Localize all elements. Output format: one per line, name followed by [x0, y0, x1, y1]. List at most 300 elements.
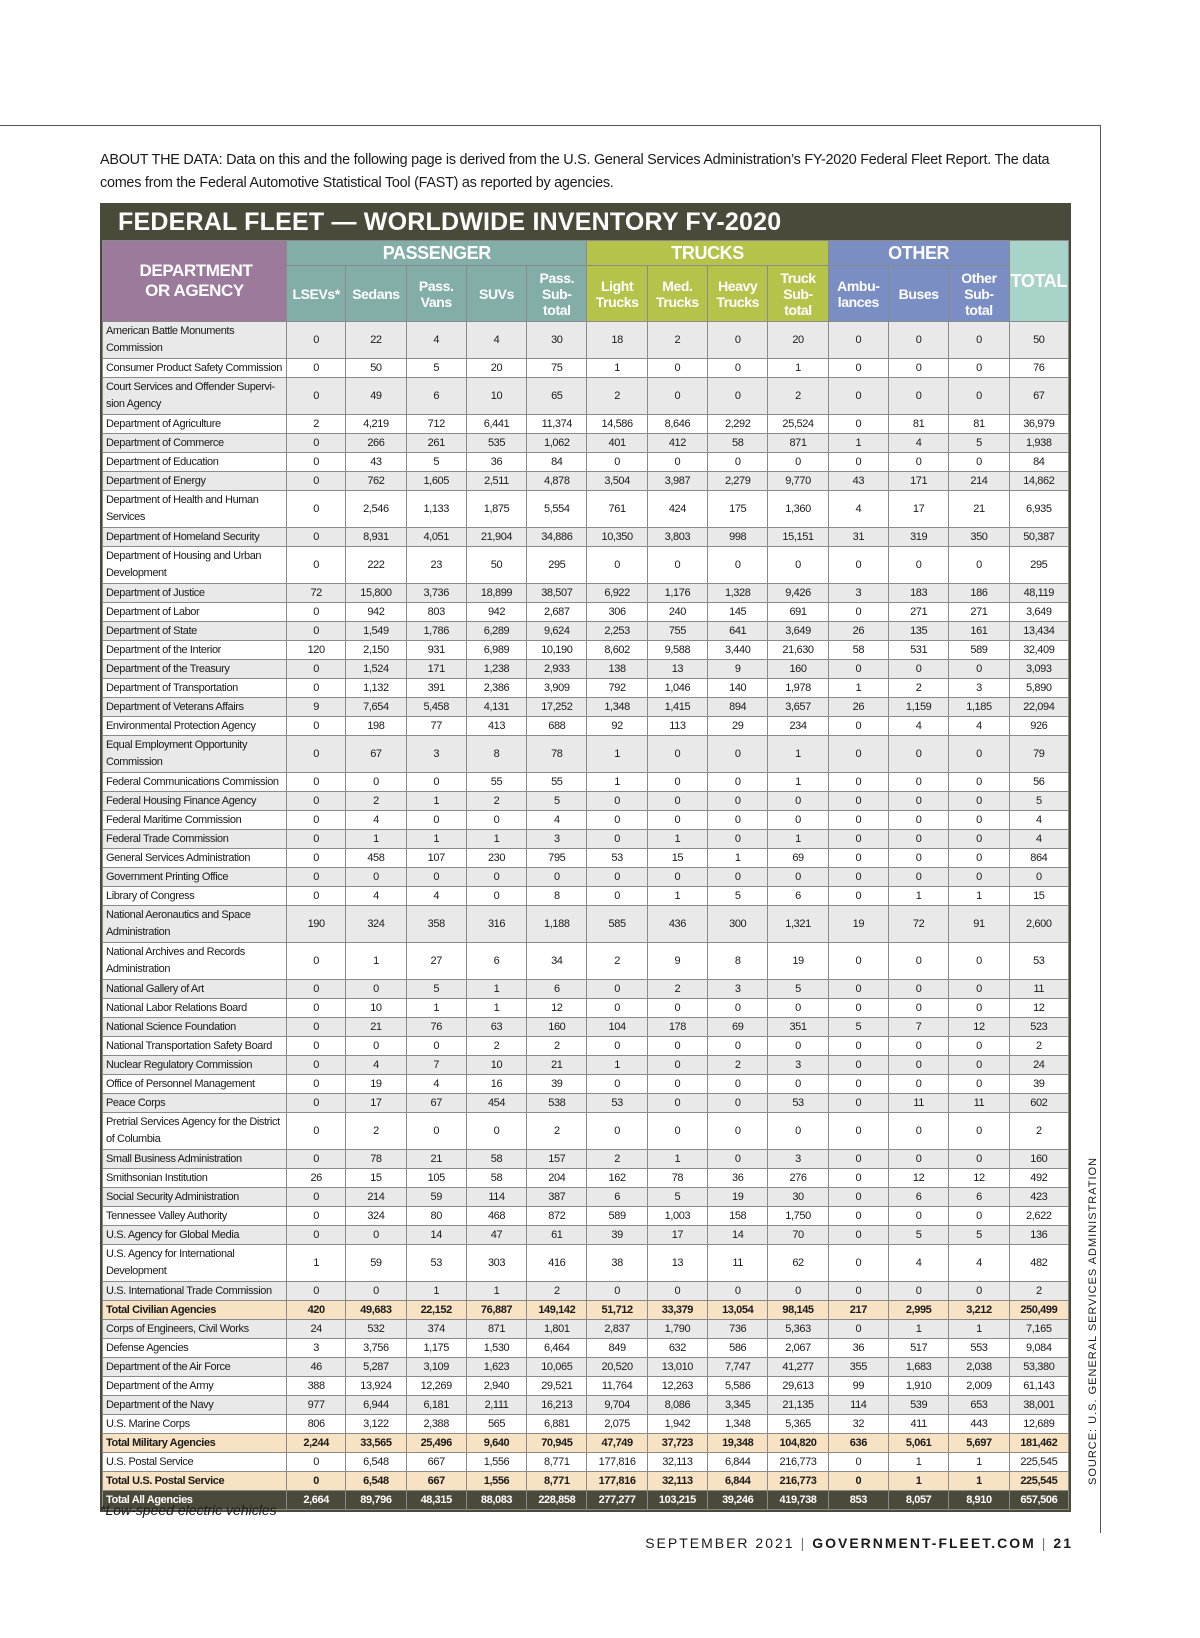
value-cell: 32,409	[1009, 641, 1068, 660]
value-cell: 0	[406, 773, 466, 792]
value-cell: 7,747	[708, 1358, 768, 1377]
value-cell: 0	[828, 1472, 888, 1491]
value-cell: 8,057	[889, 1491, 949, 1510]
value-cell: 84	[1009, 453, 1068, 472]
agency-name-cell: Office of Personnel Management	[103, 1075, 287, 1094]
value-cell: 5,586	[708, 1377, 768, 1396]
value-cell: 1,605	[406, 472, 466, 491]
value-cell: 26	[287, 1169, 346, 1188]
value-cell: 0	[466, 887, 526, 906]
value-cell: 6,944	[346, 1396, 406, 1415]
value-cell: 5,890	[1009, 679, 1068, 698]
value-cell: 2,546	[346, 491, 406, 528]
value-cell: 186	[949, 584, 1009, 603]
value-cell: 0	[647, 1282, 707, 1301]
value-cell: 3,657	[768, 698, 828, 717]
value-cell: 1	[949, 887, 1009, 906]
value-cell: 9,084	[1009, 1339, 1068, 1358]
header-group-passenger: PASSENGER	[287, 241, 587, 266]
value-cell: 4	[406, 322, 466, 359]
value-cell: 0	[287, 868, 346, 887]
agency-name-cell: National Gallery of Art	[103, 980, 287, 999]
header-col-label: Light Trucks	[595, 277, 639, 310]
value-cell: 277,277	[587, 1491, 647, 1510]
header-col-label: Med. Trucks	[656, 277, 699, 310]
value-cell: 1,683	[889, 1358, 949, 1377]
value-cell: 4	[949, 1245, 1009, 1282]
agency-name-cell: National Aeronautics and Space Administration	[103, 906, 287, 943]
value-cell: 0	[949, 1113, 1009, 1150]
value-cell: 636	[828, 1434, 888, 1453]
value-cell: 3,345	[708, 1396, 768, 1415]
table-row	[103, 1453, 1069, 1472]
value-cell: 21,630	[768, 641, 828, 660]
value-cell: 641	[708, 622, 768, 641]
value-cell: 3,736	[406, 584, 466, 603]
page-footer	[0, 1535, 1073, 1551]
value-cell: 12	[949, 1169, 1009, 1188]
value-cell: 0	[768, 1282, 828, 1301]
value-cell: 4	[406, 1075, 466, 1094]
value-cell: 0	[949, 1282, 1009, 1301]
value-cell: 0	[708, 547, 768, 584]
value-cell: 565	[466, 1415, 526, 1434]
value-cell: 58	[828, 641, 888, 660]
value-cell: 0	[287, 622, 346, 641]
agency-name-cell: Nuclear Regulatory Commission	[103, 1056, 287, 1075]
value-cell: 228,858	[527, 1491, 587, 1510]
value-cell: 12	[527, 999, 587, 1018]
value-cell: 586	[708, 1339, 768, 1358]
value-cell: 20	[768, 322, 828, 359]
value-cell: 2	[587, 943, 647, 980]
value-cell: 2	[1009, 1113, 1068, 1150]
value-cell: 21	[527, 1056, 587, 1075]
value-cell: 76,887	[466, 1301, 526, 1320]
value-cell: 10,190	[527, 641, 587, 660]
value-cell: 6	[587, 1188, 647, 1207]
agency-name-cell: Pretrial Services Agency for the District of Columbia	[103, 1113, 287, 1150]
agency-name-cell: Government Printing Office	[103, 868, 287, 887]
value-cell: 9	[647, 943, 707, 980]
value-cell: 1	[708, 849, 768, 868]
value-cell: 65	[527, 378, 587, 415]
value-cell: 36	[828, 1339, 888, 1358]
value-cell: 0	[708, 453, 768, 472]
value-cell: 0	[828, 999, 888, 1018]
value-cell: 942	[346, 603, 406, 622]
value-cell: 26	[828, 698, 888, 717]
value-cell: 0	[828, 378, 888, 415]
value-cell: 33,565	[346, 1434, 406, 1453]
header-col-label: Pass. Vans	[418, 277, 454, 310]
value-cell: 0	[287, 999, 346, 1018]
value-cell: 7	[889, 1018, 949, 1037]
value-cell: 50	[346, 359, 406, 378]
value-cell: 0	[587, 887, 647, 906]
value-cell: 6	[768, 887, 828, 906]
value-cell: 6	[466, 943, 526, 980]
value-cell: 0	[828, 792, 888, 811]
value-cell: 1,556	[466, 1453, 526, 1472]
value-cell: 9,704	[587, 1396, 647, 1415]
value-cell: 14,586	[587, 415, 647, 434]
value-cell: 0	[828, 453, 888, 472]
table-row	[103, 1207, 1069, 1226]
value-cell: 2	[647, 322, 707, 359]
value-cell: 10	[466, 378, 526, 415]
value-cell: 2	[1009, 1037, 1068, 1056]
value-cell: 69	[768, 849, 828, 868]
value-cell: 271	[949, 603, 1009, 622]
value-cell: 0	[768, 811, 828, 830]
value-cell: 6,844	[708, 1472, 768, 1491]
value-cell: 1,238	[466, 660, 526, 679]
value-cell: 977	[287, 1396, 346, 1415]
agency-name-cell: Federal Maritime Commission	[103, 811, 287, 830]
value-cell: 1	[647, 1150, 707, 1169]
header-col: Sedans	[346, 266, 406, 322]
footnote: *Low-speed electric vehicles	[100, 1502, 277, 1518]
table-row	[103, 830, 1069, 849]
value-cell: 271	[889, 603, 949, 622]
value-cell: 1	[587, 359, 647, 378]
value-cell: 22	[346, 322, 406, 359]
value-cell: 181,462	[1009, 1434, 1068, 1453]
value-cell: 806	[287, 1415, 346, 1434]
value-cell: 736	[708, 1320, 768, 1339]
value-cell: 6,464	[527, 1339, 587, 1358]
value-cell: 412	[647, 434, 707, 453]
value-cell: 0	[708, 736, 768, 773]
value-cell: 0	[949, 792, 1009, 811]
header-col-label: Ambu-lances	[837, 277, 880, 310]
value-cell: 424	[647, 491, 707, 528]
value-cell: 4	[527, 811, 587, 830]
value-cell: 1,132	[346, 679, 406, 698]
value-cell: 47,749	[587, 1434, 647, 1453]
table-row	[103, 1075, 1069, 1094]
value-cell: 2,150	[346, 641, 406, 660]
value-cell: 1,938	[1009, 434, 1068, 453]
value-cell: 0	[287, 849, 346, 868]
table-row	[103, 1358, 1069, 1377]
value-cell: 0	[708, 1150, 768, 1169]
value-cell: 0	[287, 322, 346, 359]
agency-name-cell: Federal Communications Commission	[103, 773, 287, 792]
value-cell: 6,548	[346, 1472, 406, 1491]
value-cell: 2	[768, 378, 828, 415]
value-cell: 2,600	[1009, 906, 1068, 943]
value-cell: 539	[889, 1396, 949, 1415]
header-col	[527, 266, 587, 322]
value-cell: 107	[406, 849, 466, 868]
value-cell: 55	[466, 773, 526, 792]
value-cell: 319	[889, 528, 949, 547]
value-cell: 387	[527, 1188, 587, 1207]
value-cell: 2,279	[708, 472, 768, 491]
value-cell: 295	[1009, 547, 1068, 584]
table-row	[103, 717, 1069, 736]
value-cell: 1,942	[647, 1415, 707, 1434]
header-col	[708, 266, 768, 322]
value-cell: 1	[889, 1472, 949, 1491]
value-cell: 22,094	[1009, 698, 1068, 717]
table-row	[103, 811, 1069, 830]
table-row	[103, 660, 1069, 679]
value-cell: 0	[287, 792, 346, 811]
table-row	[103, 1245, 1069, 1282]
value-cell: 5	[406, 359, 466, 378]
value-cell: 1,188	[527, 906, 587, 943]
value-cell: 8,086	[647, 1396, 707, 1415]
value-cell: 104	[587, 1018, 647, 1037]
value-cell: 0	[647, 868, 707, 887]
value-cell: 4	[346, 1056, 406, 1075]
value-cell: 1	[828, 434, 888, 453]
value-cell: 7	[406, 1056, 466, 1075]
value-cell: 0	[889, 999, 949, 1018]
value-cell: 2	[466, 792, 526, 811]
value-cell: 691	[768, 603, 828, 622]
value-cell: 9,426	[768, 584, 828, 603]
value-cell: 136	[1009, 1226, 1068, 1245]
agency-name-cell: Social Security Administration	[103, 1188, 287, 1207]
value-cell: 51,712	[587, 1301, 647, 1320]
value-cell: 2,111	[466, 1396, 526, 1415]
value-cell: 2,511	[466, 472, 526, 491]
agency-name-cell: Total Military Agencies	[103, 1434, 287, 1453]
header-col: LSEVs*	[287, 266, 346, 322]
value-cell: 468	[466, 1207, 526, 1226]
value-cell: 17,252	[527, 698, 587, 717]
value-cell: 13,434	[1009, 622, 1068, 641]
value-cell: 0	[889, 359, 949, 378]
value-cell: 32,113	[647, 1472, 707, 1491]
agency-name-cell: U.S. Postal Service	[103, 1453, 287, 1472]
value-cell: 0	[647, 359, 707, 378]
value-cell: 2	[346, 1113, 406, 1150]
value-cell: 998	[708, 528, 768, 547]
value-cell: 295	[527, 547, 587, 584]
footer-separator: |	[1041, 1535, 1048, 1551]
value-cell: 11	[708, 1245, 768, 1282]
value-cell: 5	[949, 434, 1009, 453]
table-row	[103, 1113, 1069, 1150]
value-cell: 2	[1009, 1282, 1068, 1301]
agency-name-cell: Corps of Engineers, Civil Works	[103, 1320, 287, 1339]
value-cell: 13,924	[346, 1377, 406, 1396]
value-cell: 24	[287, 1320, 346, 1339]
value-cell: 6,181	[406, 1396, 466, 1415]
agency-name-cell: Total U.S. Postal Service	[103, 1472, 287, 1491]
value-cell: 0	[287, 1037, 346, 1056]
value-cell: 0	[587, 980, 647, 999]
table-row	[103, 736, 1069, 773]
value-cell: 2	[527, 1113, 587, 1150]
agency-name-cell: Federal Housing Finance Agency	[103, 792, 287, 811]
value-cell: 14	[708, 1226, 768, 1245]
value-cell: 0	[587, 830, 647, 849]
value-cell: 32	[828, 1415, 888, 1434]
value-cell: 9	[287, 698, 346, 717]
value-cell: 157	[527, 1150, 587, 1169]
value-cell: 0	[287, 811, 346, 830]
value-cell: 0	[647, 811, 707, 830]
value-cell: 13,010	[647, 1358, 707, 1377]
table-row	[103, 453, 1069, 472]
value-cell: 0	[708, 792, 768, 811]
value-cell: 204	[527, 1169, 587, 1188]
value-cell: 3	[708, 980, 768, 999]
value-cell: 36	[708, 1169, 768, 1188]
value-cell: 1	[828, 679, 888, 698]
value-cell: 0	[889, 773, 949, 792]
value-cell: 6	[949, 1188, 1009, 1207]
agency-name-cell: Department of Health and Human Services	[103, 491, 287, 528]
value-cell: 38,507	[527, 584, 587, 603]
value-cell: 388	[287, 1377, 346, 1396]
header-total: TOTAL	[1009, 241, 1068, 322]
value-cell: 1	[466, 980, 526, 999]
value-cell: 2,253	[587, 622, 647, 641]
value-cell: 5	[406, 980, 466, 999]
value-cell: 4	[346, 887, 406, 906]
table-row	[103, 622, 1069, 641]
value-cell: 1	[949, 1472, 1009, 1491]
value-cell: 3,109	[406, 1358, 466, 1377]
agency-name-cell: Department of Housing and Urban Development	[103, 547, 287, 584]
value-cell: 16	[466, 1075, 526, 1094]
value-cell: 0	[647, 1094, 707, 1113]
value-cell: 105	[406, 1169, 466, 1188]
agency-name-cell: Department of the Army	[103, 1377, 287, 1396]
table-row	[103, 887, 1069, 906]
value-cell: 48,119	[1009, 584, 1068, 603]
value-cell: 0	[346, 1282, 406, 1301]
value-cell: 140	[708, 679, 768, 698]
value-cell: 53	[587, 1094, 647, 1113]
value-cell: 160	[527, 1018, 587, 1037]
table-row	[103, 641, 1069, 660]
value-cell: 0	[828, 1207, 888, 1226]
value-cell: 2,933	[527, 660, 587, 679]
table-row	[103, 999, 1069, 1018]
table-title: FEDERAL FLEET — WORLDWIDE INVENTORY FY-2020	[102, 205, 1069, 240]
value-cell: 4	[889, 1245, 949, 1282]
value-cell: 324	[346, 906, 406, 943]
value-cell: 2,687	[527, 603, 587, 622]
value-cell: 214	[346, 1188, 406, 1207]
value-cell: 2,388	[406, 1415, 466, 1434]
value-cell: 0	[768, 999, 828, 1018]
value-cell: 6,289	[466, 622, 526, 641]
header-col-label: Heavy Trucks	[716, 277, 760, 310]
value-cell: 240	[647, 603, 707, 622]
value-cell: 0	[828, 322, 888, 359]
value-cell: 0	[828, 603, 888, 622]
value-cell: 0	[768, 1113, 828, 1150]
agency-name-cell: Total Civilian Agencies	[103, 1301, 287, 1320]
value-cell: 5	[527, 792, 587, 811]
value-cell: 11	[889, 1094, 949, 1113]
value-cell: 2,837	[587, 1320, 647, 1339]
value-cell: 1	[587, 736, 647, 773]
value-cell: 12,689	[1009, 1415, 1068, 1434]
value-cell: 1,524	[346, 660, 406, 679]
value-cell: 63	[466, 1018, 526, 1037]
value-cell: 5	[889, 1226, 949, 1245]
value-cell: 795	[527, 849, 587, 868]
value-cell: 88,083	[466, 1491, 526, 1510]
value-cell: 2	[587, 1150, 647, 1169]
table-row	[103, 773, 1069, 792]
value-cell: 145	[708, 603, 768, 622]
value-cell: 190	[287, 906, 346, 943]
value-cell: 324	[346, 1207, 406, 1226]
table-row	[103, 378, 1069, 415]
value-cell: 0	[708, 999, 768, 1018]
value-cell: 1	[768, 773, 828, 792]
value-cell: 2	[466, 1037, 526, 1056]
value-cell: 20,520	[587, 1358, 647, 1377]
value-cell: 67	[406, 1094, 466, 1113]
value-cell: 24	[1009, 1056, 1068, 1075]
value-cell: 0	[1009, 868, 1068, 887]
value-cell: 0	[828, 359, 888, 378]
value-cell: 222	[346, 547, 406, 584]
value-cell: 0	[828, 660, 888, 679]
value-cell: 0	[889, 1113, 949, 1150]
value-cell: 0	[949, 868, 1009, 887]
value-cell: 53	[406, 1245, 466, 1282]
table-row	[103, 1282, 1069, 1301]
value-cell: 175	[708, 491, 768, 528]
table-row	[103, 792, 1069, 811]
value-cell: 1	[768, 736, 828, 773]
value-cell: 303	[466, 1245, 526, 1282]
value-cell: 0	[949, 943, 1009, 980]
value-cell: 21,904	[466, 528, 526, 547]
value-cell: 1,750	[768, 1207, 828, 1226]
value-cell: 4	[949, 717, 1009, 736]
value-cell: 0	[828, 868, 888, 887]
value-cell: 26	[828, 622, 888, 641]
value-cell: 22,152	[406, 1301, 466, 1320]
value-cell: 32,113	[647, 1453, 707, 1472]
agency-name-cell: National Science Foundation	[103, 1018, 287, 1037]
value-cell: 0	[828, 887, 888, 906]
value-cell: 4	[346, 811, 406, 830]
value-cell: 29,521	[527, 1377, 587, 1396]
value-cell: 104,820	[768, 1434, 828, 1453]
table-row	[103, 434, 1069, 453]
source-credit: SOURCE: U.S. GENERAL SERVICES ADMINISTRATION	[1087, 1156, 1099, 1485]
value-cell: 653	[949, 1396, 1009, 1415]
agency-name-cell: Department of Energy	[103, 472, 287, 491]
agency-name-cell: Department of Justice	[103, 584, 287, 603]
value-cell: 234	[768, 717, 828, 736]
value-cell: 76	[406, 1018, 466, 1037]
value-cell: 56	[1009, 773, 1068, 792]
value-cell: 160	[768, 660, 828, 679]
value-cell: 419,738	[768, 1491, 828, 1510]
value-cell: 15	[346, 1169, 406, 1188]
value-cell: 0	[287, 1018, 346, 1037]
value-cell: 216,773	[768, 1453, 828, 1472]
value-cell: 2,995	[889, 1301, 949, 1320]
value-cell: 72	[889, 906, 949, 943]
